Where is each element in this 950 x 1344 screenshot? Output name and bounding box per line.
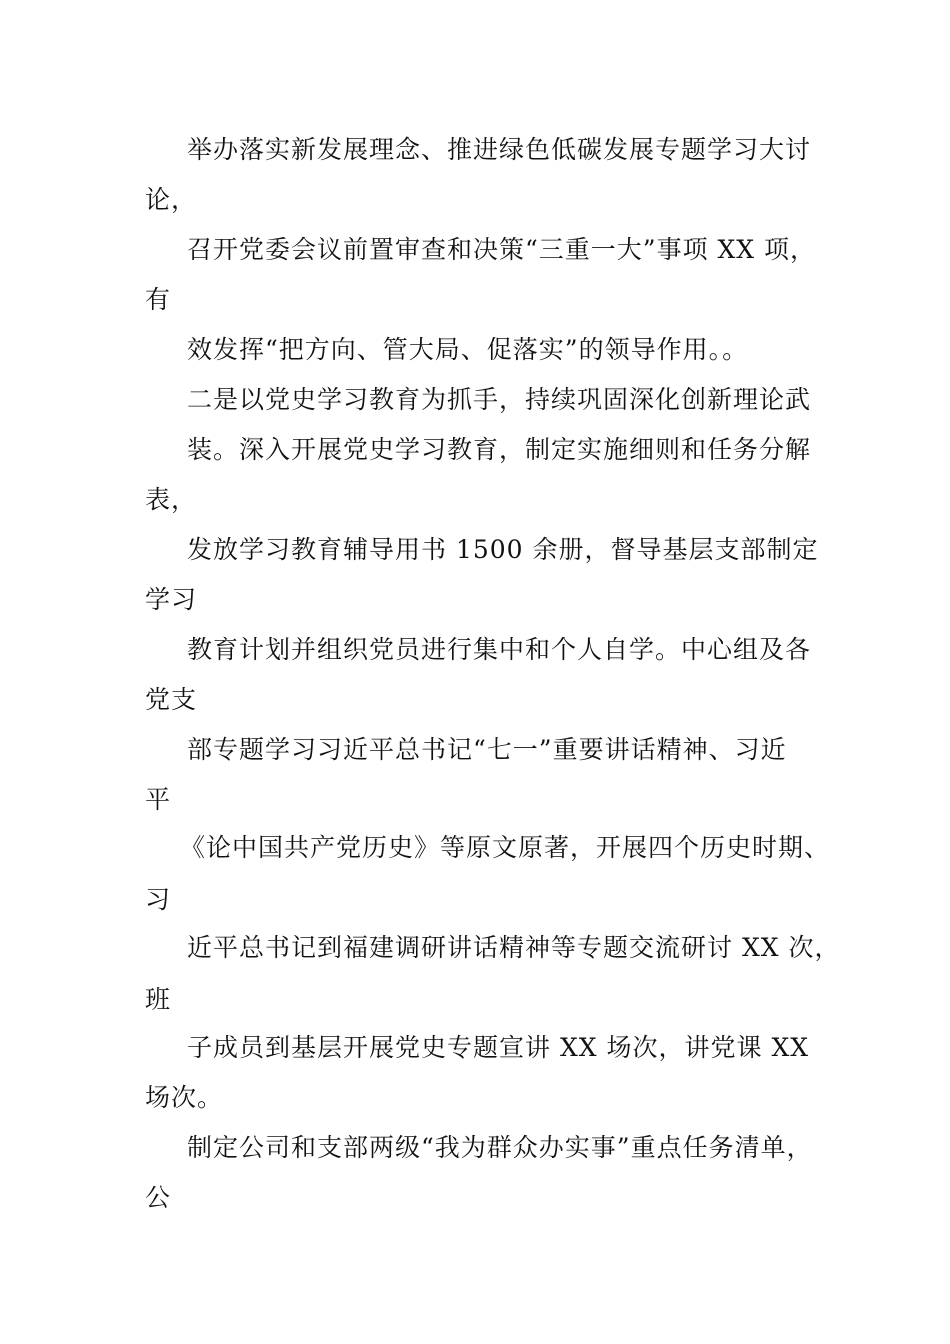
text-line: 有 bbox=[145, 285, 172, 314]
text-line: 论， bbox=[145, 185, 198, 214]
text-line: 习 bbox=[145, 885, 172, 914]
text-line: 班 bbox=[145, 985, 172, 1014]
text-line: 《论中国共产党历史》等原文原著，开展四个历史时期、 bbox=[180, 833, 831, 862]
text-line: 公 bbox=[145, 1183, 172, 1212]
text-line: 平 bbox=[145, 785, 172, 814]
text-line: 举办落实新发展理念、推进绿色低碳发展专题学习大讨 bbox=[187, 135, 812, 164]
text-line: 发放学习教育辅导用书 1500 余册，督导基层支部制定 bbox=[187, 535, 819, 564]
text-line: 子成员到基层开展党史专题宣讲 XX 场次，讲党课 XX bbox=[187, 1033, 810, 1062]
text-line: 党支 bbox=[145, 685, 198, 714]
text-line: 效发挥“把方向、管大局、促落实”的领导作用。。 bbox=[187, 335, 749, 364]
text-line: 表， bbox=[145, 485, 198, 514]
text-line: 教育计划并组织党员进行集中和个人自学。中心组及各 bbox=[187, 635, 812, 664]
text-line: 装。深入开展党史学习教育，制定实施细则和任务分解 bbox=[187, 435, 812, 464]
text-line: 二是以党史学习教育为抓手，持续巩固深化创新理论武 bbox=[187, 385, 812, 414]
text-line: 场次。 bbox=[145, 1083, 224, 1112]
text-line: 近平总书记到福建调研讲话精神等专题交流研讨 XX 次， bbox=[187, 933, 841, 962]
text-line: 召开党委会议前置审查和决策“三重一大”事项 XX 项， bbox=[187, 235, 817, 264]
text-line: 部专题学习习近平总书记“七一”重要讲话精神、习近 bbox=[187, 735, 787, 764]
text-line: 制定公司和支部两级“我为群众办实事”重点任务清单， bbox=[187, 1133, 813, 1162]
text-line: 学习 bbox=[145, 585, 198, 614]
